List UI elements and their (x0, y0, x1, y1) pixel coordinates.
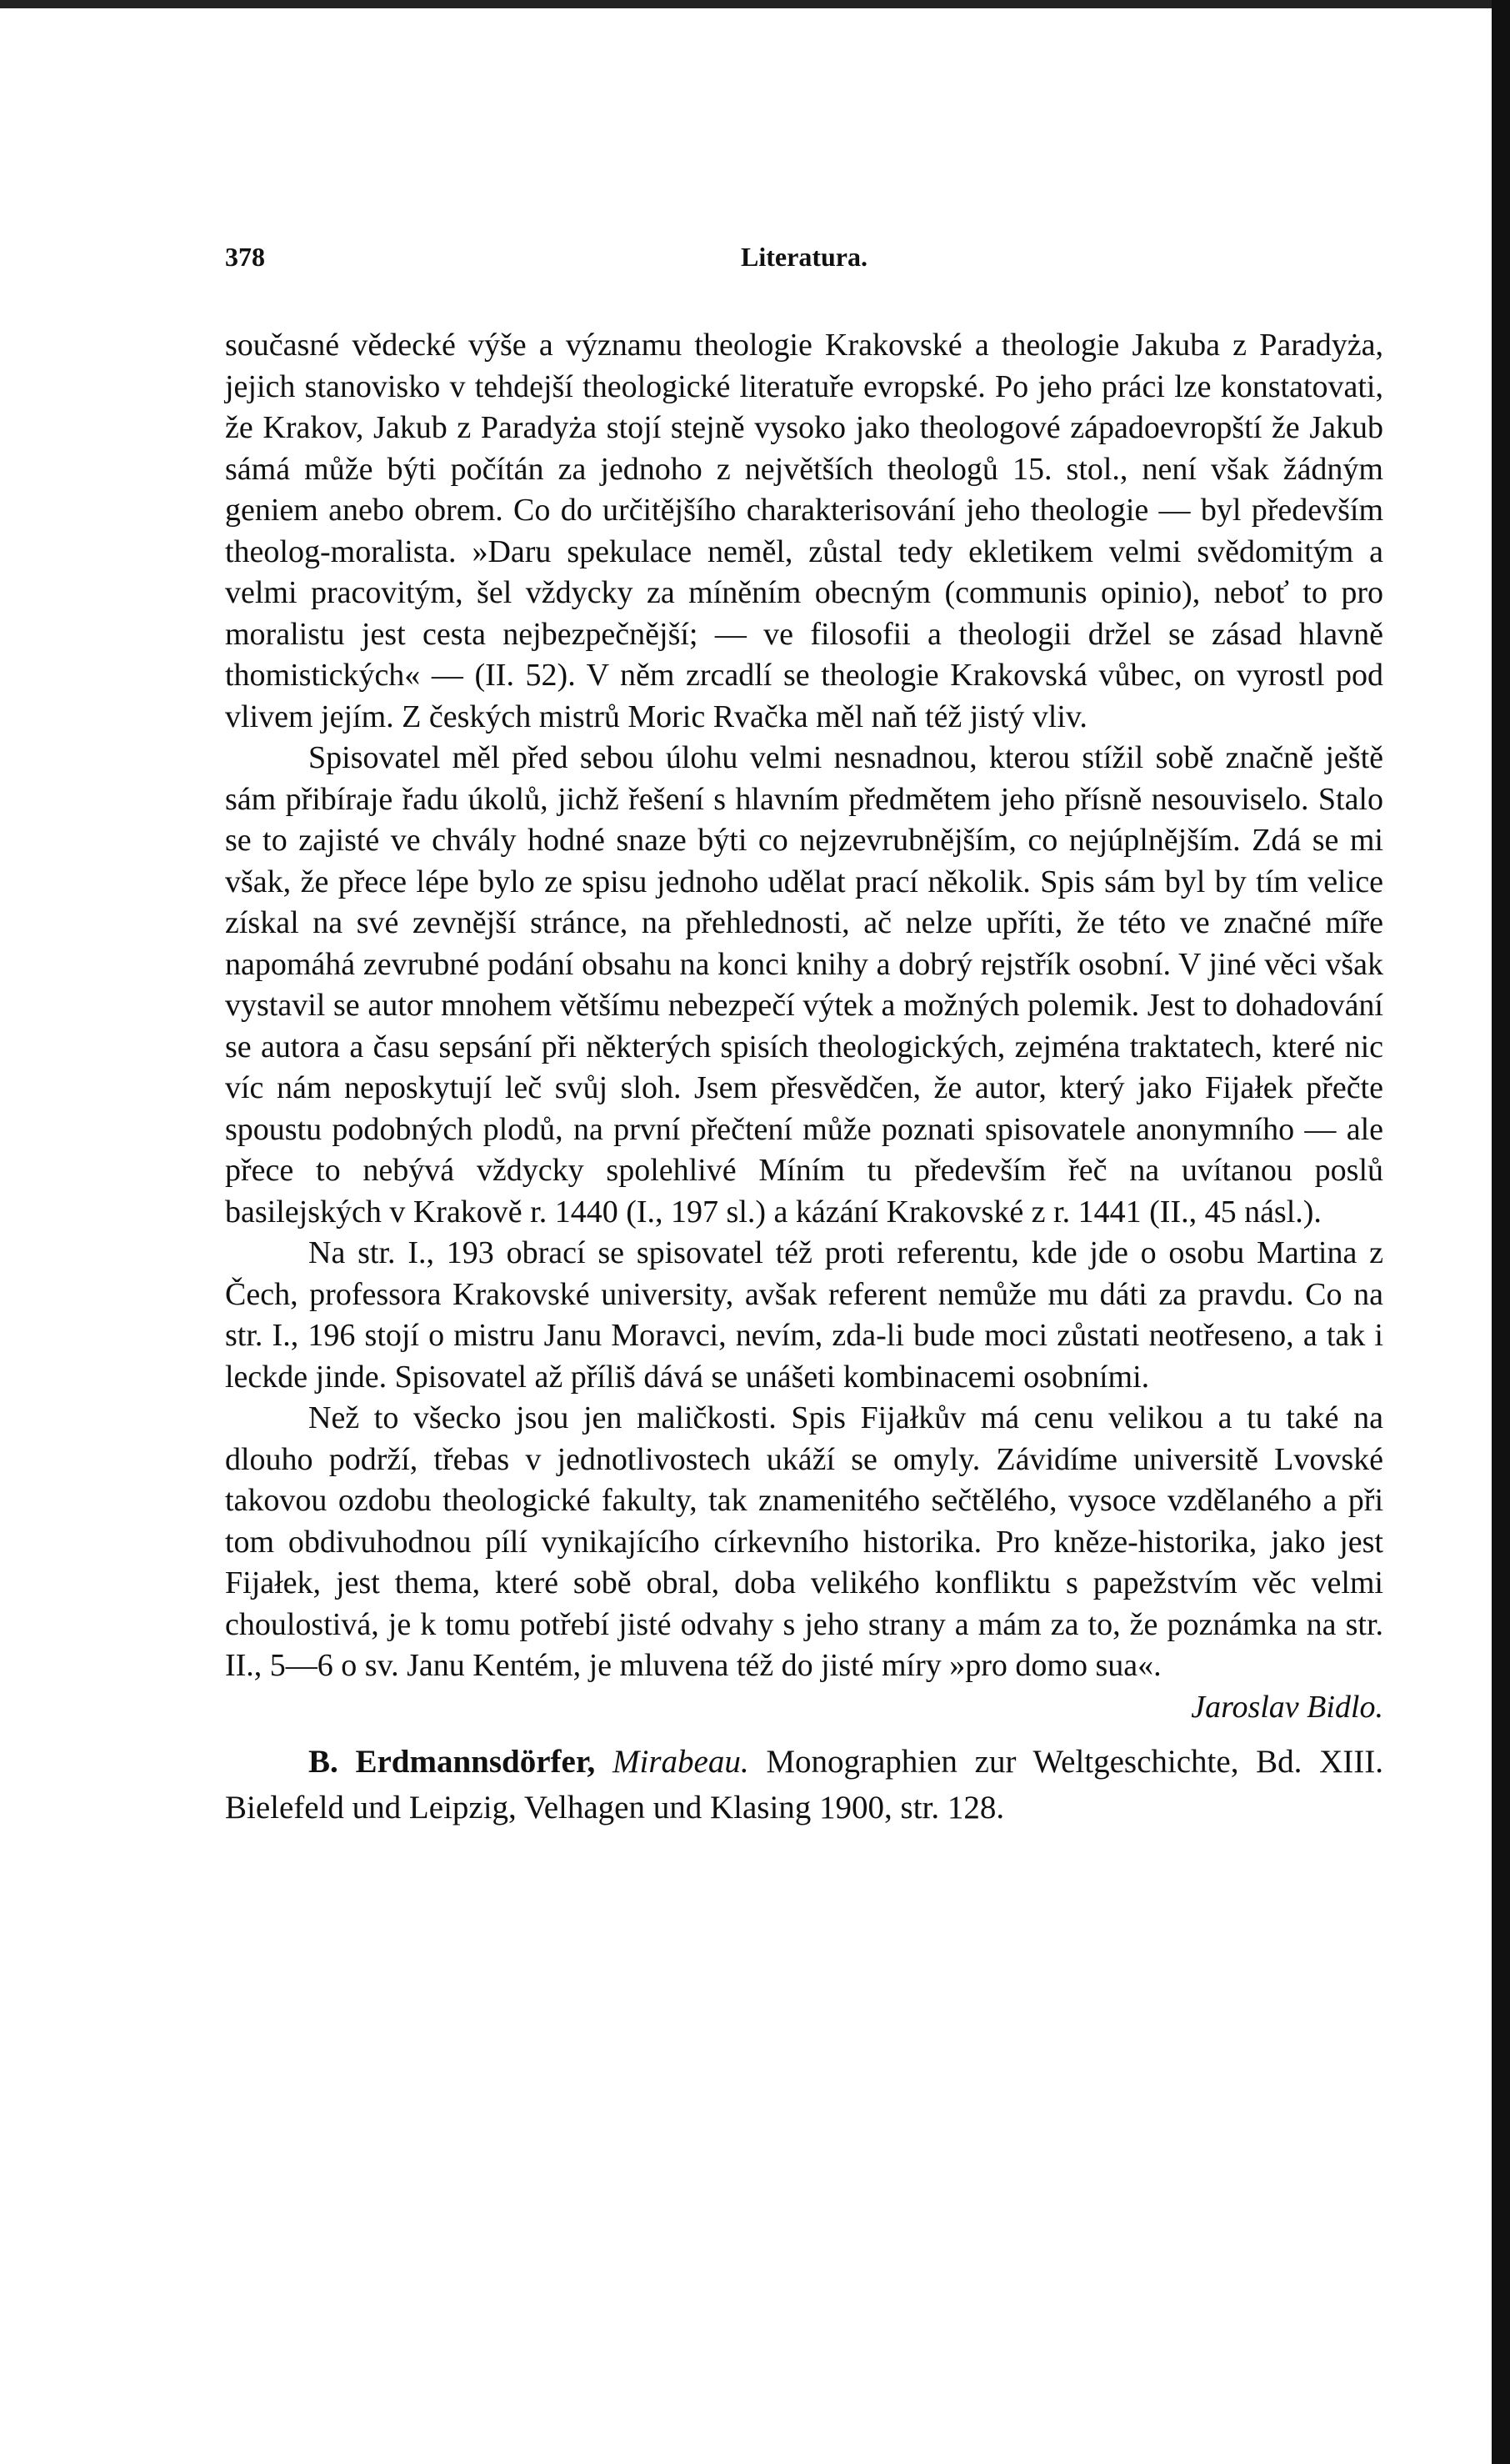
paragraph-3: Na str. I., 193 obrací se spisovatel též proti referentu, kde jde o osobu Martina z Čech, professora Krakovské university, avšak referent nemůže mu dáti za pravdu. Co na str. I., 196 stojí o mistru Janu Moravci, nevím, zda-li bude moci zůstati neotřeseno, a tak i leckde jinde. Spisovatel až příliš dává se unášeti kombinacemi osobními. (225, 1235, 1383, 1395)
paragraph-1: současné vědecké výše a významu theologie Krakovské a theologie Jakuba z Paradyża, jejich stanovisko v tehdejší theologické literatuře evropské. Po jeho práci lze konstatovati, že Krakov, Jakub z Paradyża stojí stejně vysoko jako theologové západoevropští že Jakub sámá může býti počítán za jednoho z největších theologů 15. stol., není však žádným geniem anebo obrem. Co do určitějšího charakterisování jeho theologie — byl především theolog-moralista. »Daru spekulace neměl, zůstal tedy ekletikem velmi svědomitým a velmi pracovitým, šel vždycky za míněním obecným (communis opinio), neboť to pro moralistu jest cesta nejbezpečnější; — ve filosofii a theologii držel se zásad hlavně thomistických« — (II. 52). V něm zrcadlí se theologie Krakovská vůbec, on vyrostl pod vlivem jejím. Z českých mistrů Moric Rvačka měl naň též jistý vliv. (225, 328, 1383, 734)
review-entry (225, 1739, 1383, 1830)
scan-border-top (0, 0, 1510, 8)
paragraph-4 (225, 1398, 1383, 1725)
review-details: Monographien zur Weltgeschichte, Bd. XIII. Bielefeld und Leipzig, Velhagen und Klasing 1900, str. 128. (225, 1743, 1384, 1825)
body-text (225, 325, 1383, 1725)
paragraph-4-text: Než to všecko jsou jen maličkosti. Spis Fijałkův má cenu velikou a tu také na dlouho podrží, třebas v jednotlivostech ukáží se omyly. Závidíme universitě Lvovské takovou ozdobu theologické fakulty, tak znamenitého sečtělého, vysoce vzdělaného a při tom obdivuhodnou pílí vynikajícího církevního historika. Pro kněze-historika, jako jest Fijałek, jest thema, které sobě obral, doba velikého konfliktu s papežstvím věc velmi choulostivá, je k tomu potřebí jisté odvahy s jeho strany a mám za to, že poznámka na str. II., 5—6 o sv. Janu Kentém, je mluvena též do jisté míry »pro domo sua«. (225, 1400, 1383, 1683)
page-number: 378 (225, 242, 265, 272)
review-title: Mirabeau. (612, 1743, 749, 1780)
running-title: Literatura. (741, 242, 868, 272)
signature: Jaroslav Bidlo. (1191, 1689, 1383, 1725)
page (225, 242, 1383, 1830)
review-author: B. Erdmannsdörfer, (308, 1743, 596, 1780)
paragraph-2: Spisovatel měl před sebou úlohu velmi nesnadnou, kterou stížil sobě značně ještě sám přibíraje řadu úkolů, jichž řešení s hlavním předmětem jeho přísně nesouviselo. Stalo se to zajisté ve chvály hodné snaze býti co nejzevrubnějším, co nejúplnějším. Zdá se mi však, že přece lépe bylo ze spisu jednoho udělat prací několik. Spis sám byl by tím velice získal na své zevnější stránce, na přehlednosti, ač nelze upříti, že této ve značné míře napomáhá zevrubné podání obsahu na konci knihy a dobrý rejstřík osobní. V jiné věci však vystavil se autor mnohem většímu nebezpečí výtek a možných polemik. Jest to dohadování se autora a času sepsání při některých spisích theologických, zejména traktatech, které nic víc nám neposkytují leč svůj sloh. Jsem přesvědčen, že autor, který jako Fijałek přečte spoustu podobných plodů, na první přečtení může poznati spisovatele anonymního — ale přece to nebývá vždycky spolehlivé Míním tu především řeč na uvítanou poslů basilejských v Krakově r. 1440 (I., 197 sl.) a kázání Krakovské z r. 1441 (II., 45 násl.). (225, 740, 1383, 1229)
page-header (225, 242, 1383, 292)
scan-border-right (1492, 0, 1510, 2464)
